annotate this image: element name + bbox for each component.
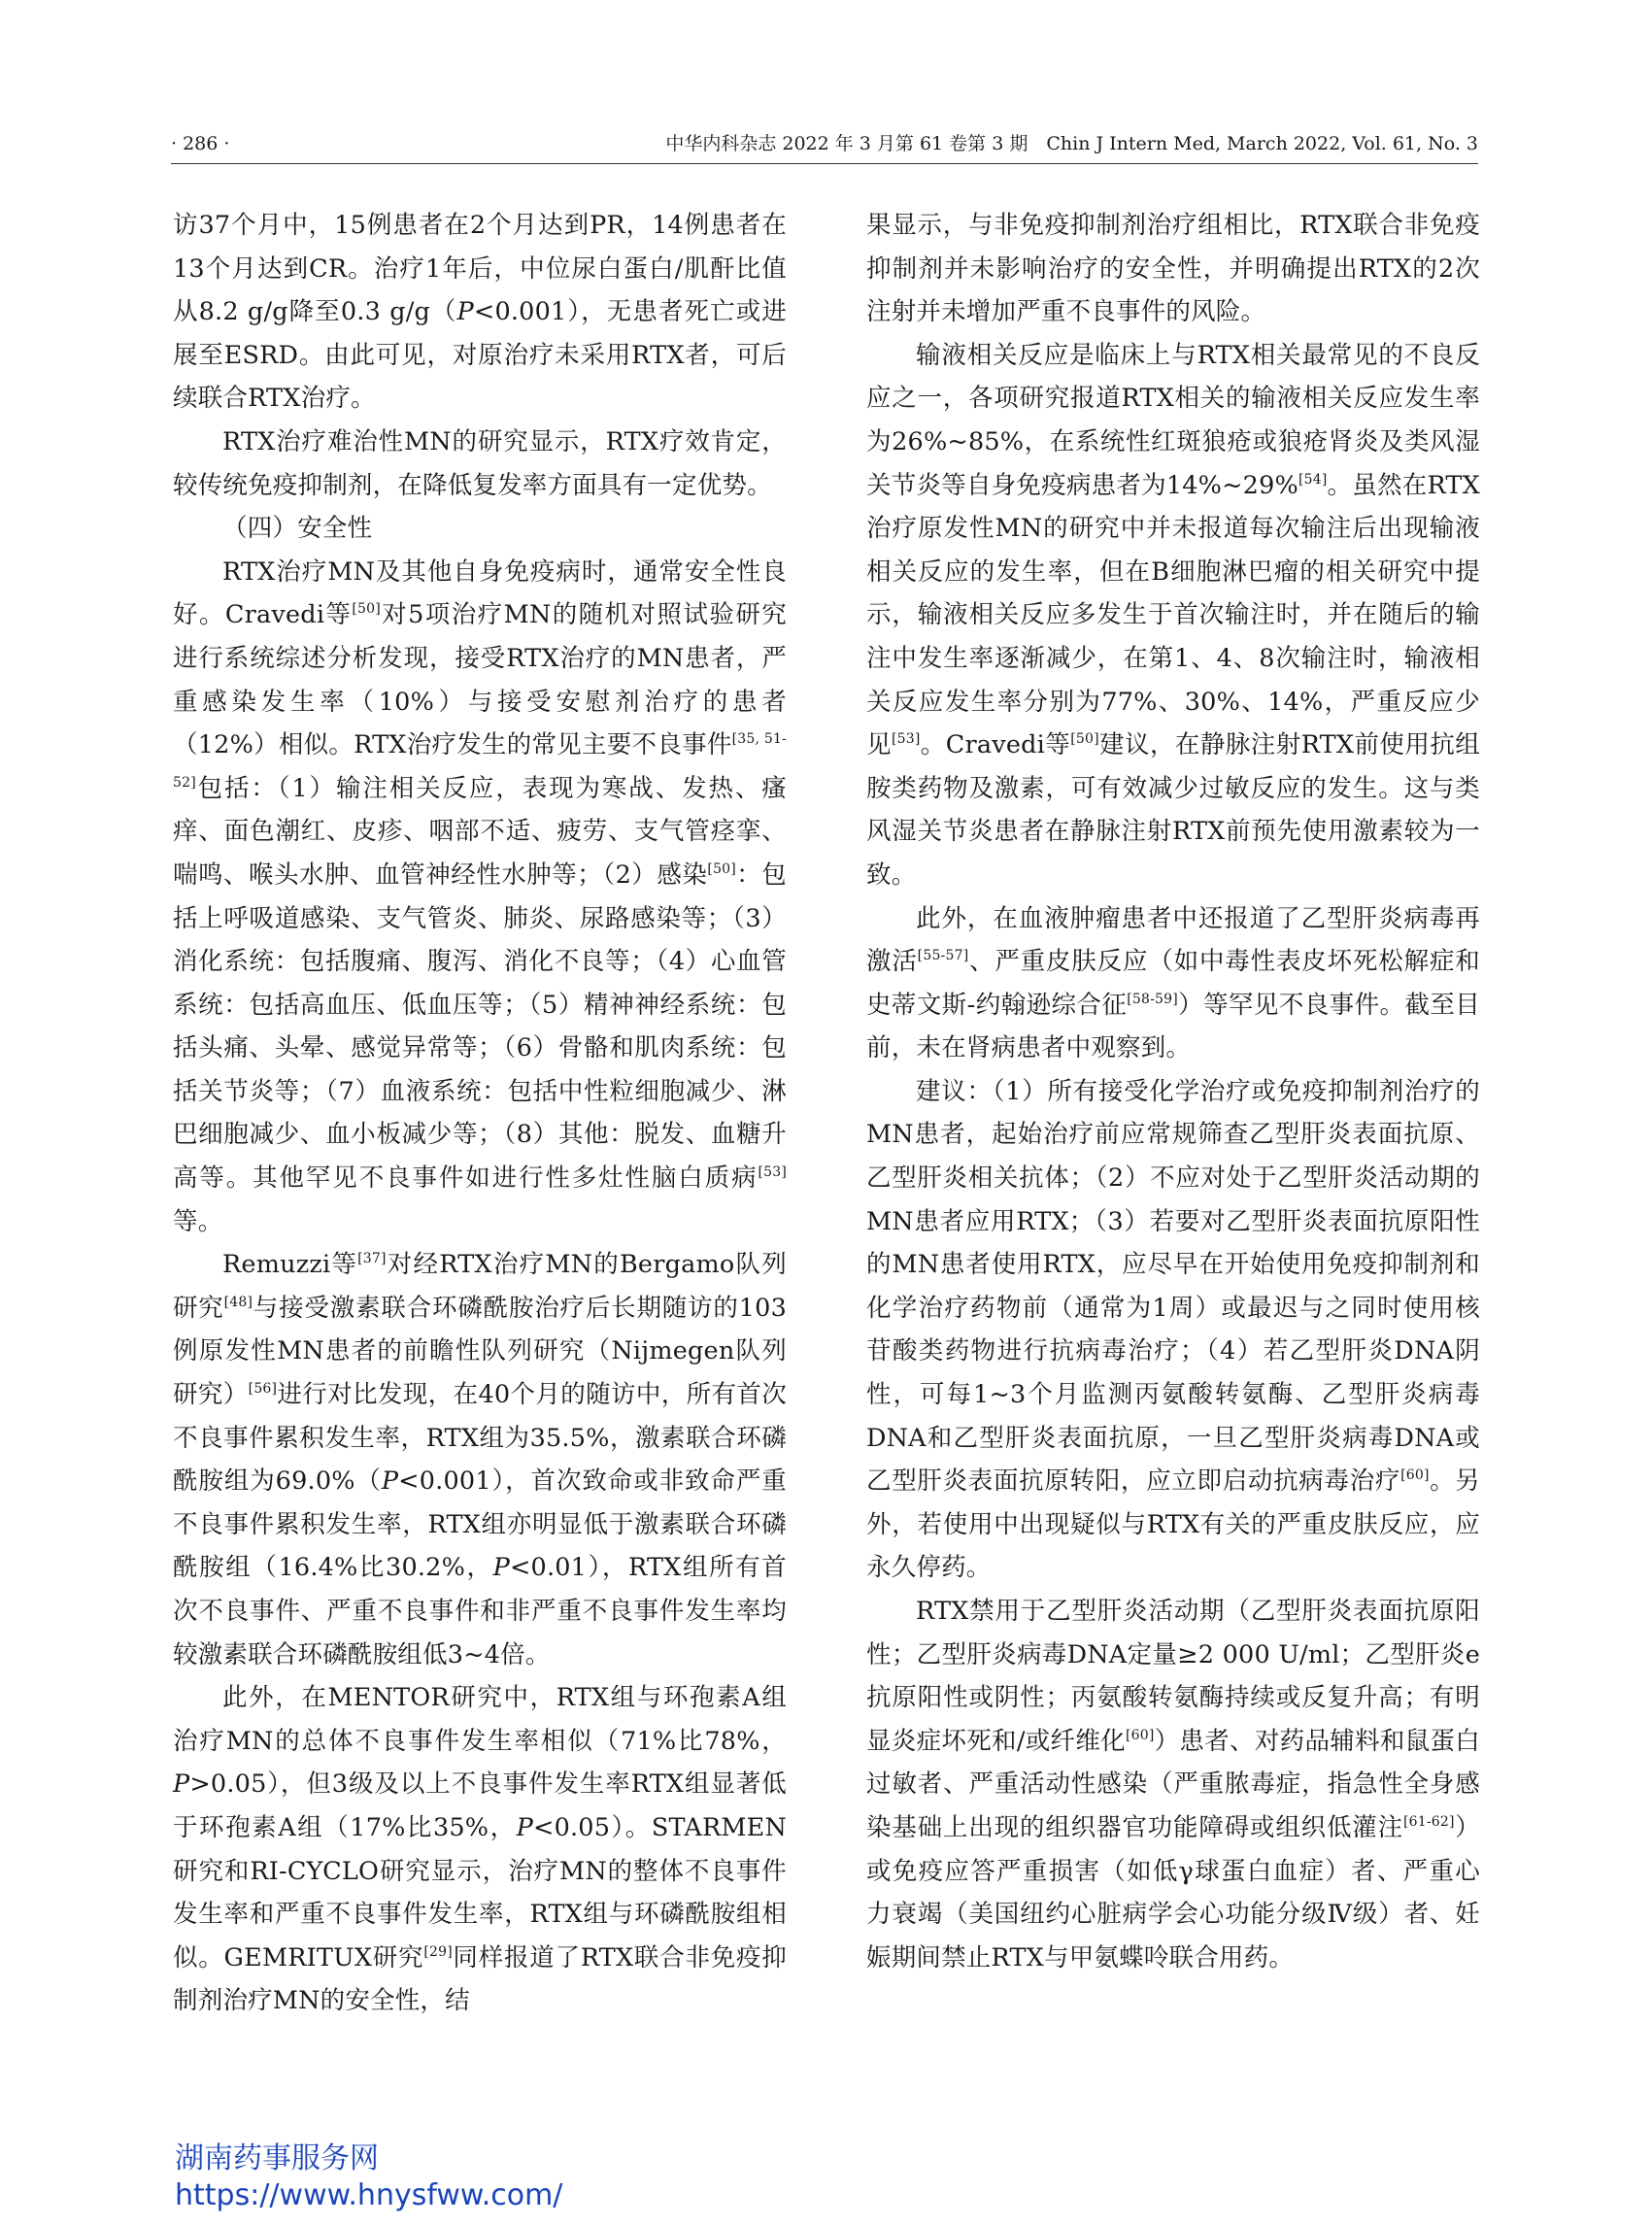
journal-citation: 中华内科杂志 2022 年 3 月第 61 卷第 3 期 Chin J Intern Med, March 2022, Vol. 61, No. 3 [665, 133, 1478, 154]
section-heading: （四）安全性 [222, 514, 373, 544]
watermark [175, 2141, 562, 2214]
citation-superscript: [50] [352, 601, 381, 618]
italic-symbol: P [516, 1812, 533, 1842]
citation-superscript: [50] [707, 860, 736, 877]
citation-superscript: [56] [248, 1381, 278, 1398]
body-paragraph: 输液相关反应是临床上与RTX相关最常见的不良反应之一，各项研究报道RTX相关的输液相关反应发生率为26%~85%，在系统性红斑狼疮或狼疮肾炎及类风湿关节炎等自身免疫病患者为14%~29%[54]。虽然在RTX治疗原发性MN的研究中并未报道每次输注后出现输液相关反应的发生率，但在B细胞淋巴瘤的相关研究中提示，输液相关反应多发生于首次输注时，并在随后的输注中发生率逐渐减少，在第1、4、8次输注时，输液相关反应发生率分别为77%、30%、14%，严重反应少见[53]。Cravedi等[50]建议，在静脉注射RTX前使用抗组胺类药物及激素，可有效减少过敏反应的发生。这与类风湿关节炎患者在静脉注射RTX前预先使用激素较为一致。 [866, 340, 1480, 890]
body-paragraph: 访37个月中，15例患者在2个月达到PR，14例患者在13个月达到CR。治疗1年后，中位尿白蛋白/肌酐比值从8.2 g/g降至0.3 g/g（P<0.001），无患者死亡或进展至ESRD。由此可见，对原治疗未采用RTX者，可后续联合RTX治疗。 [173, 211, 787, 414]
citation-superscript: [29] [423, 1943, 453, 1960]
body-paragraph: 果显示，与非免疫抑制剂治疗组相比，RTX联合非免疫抑制剂并未影响治疗的安全性，并明确提出RTX的2次注射并未增加严重不良事件的风险。 [866, 211, 1480, 327]
watermark-site-name: 湖南药事服务网 [175, 2141, 379, 2175]
italic-symbol: P [173, 1770, 190, 1800]
italic-symbol: P [456, 297, 474, 327]
citation-superscript: [60] [1400, 1467, 1430, 1484]
citation-superscript: [55-57] [917, 948, 969, 964]
body-paragraph: Remuzzi等[37]对经RTX治疗MN的Bergamo队列研究[48]与接受激素联合环磷酰胺治疗后长期随访的103例原发性MN患者的前瞻性队列研究（Nijmegen队列研究）[56]进行对比发现，在40个月的随访中，所有首次不良事件累积发生率，RTX组为35.5%，激素联合环磷酰胺组为69.0%（P<0.001），首次致命或非致命严重不良事件累积发生率，RTX组亦明显低于激素联合环磷酰胺组（16.4%比30.2%，P<0.01），RTX组所有首次不良事件、严重不良事件和非严重不良事件发生率均较激素联合环磷酰胺组低3~4倍。 [173, 1250, 788, 1669]
citation-superscript: [35, 51-52] [173, 731, 787, 791]
citation-superscript: [58-59] [1127, 991, 1178, 1007]
right-column [866, 204, 1480, 1979]
citation-superscript: [53] [891, 731, 921, 748]
italic-symbol: P [381, 1466, 399, 1497]
body-paragraph: RTX治疗MN及其他自身免疫病时，通常安全性良好。Cravedi等[50]对5项治疗MN的随机对照试验研究进行系统综述分析发现，接受RTX治疗的MN患者，严重感染发生率（10%）与接受安慰剂治疗的患者（12%）相似。RTX治疗发生的常见主要不良事件[35, 51-52]包括：（1）输注相关反应，表现为寒战、发热、瘙痒、面色潮红、皮疹、咽部不适、疲劳、支气管痉挛、喘鸣、喉头水肿、血管神经性水肿等；（2）感染[50]：包括上呼吸道感染、支气管炎、肺炎、尿路感染等；（3）消化系统：包括腹痛、腹泻、消化不良等；（4）心血管系统：包括高血压、低血压等；（5）精神神经系统：包括头痛、头晕、感觉异常等；（6）骨骼和肌肉系统：包括关节炎等；（7）血液系统：包括中性粒细胞减少、淋巴细胞减少、血小板减少等；（8）其他：脱发、血糖升高等。其他罕见不良事件如进行性多灶性脑白质病[53]等。 [173, 556, 787, 1236]
citation-superscript: [37] [357, 1251, 387, 1267]
citation-superscript: [61-62] [1402, 1813, 1455, 1830]
citation-superscript: [60] [1125, 1727, 1155, 1743]
citation-superscript: [54] [1298, 471, 1328, 488]
body-paragraph: RTX禁用于乙型肝炎活动期（乙型肝炎表面抗原阳性；乙型肝炎病毒DNA定量≥2 000 U/ml；乙型肝炎e抗原阳性或阴性；丙氨酸转氨酶持续或反复升高；有明显炎症坏死和/或纤维化[60]）患者、对药品辅料和鼠蛋白过敏者、严重活动性感染（严重脓毒症，指急性全身感染基础上出现的组织器官功能障碍或组织低灌注[61-62]）或免疫应答严重损害（如低γ球蛋白血症）者、严重心力衰竭（美国纽约心脏病学会心功能分级Ⅳ级）者、妊娠期间禁止RTX与甲氨蝶呤联合用药。 [866, 1597, 1481, 1972]
citation-superscript: [53] [758, 1164, 787, 1181]
citation-superscript: [48] [223, 1294, 253, 1310]
italic-symbol: P [492, 1553, 510, 1583]
body-paragraph: RTX治疗难治性MN的研究显示，RTX疗效肯定，较传统免疫抑制剂，在降低复发率方面具有一定优势。 [173, 426, 787, 500]
page-number: · 286 · [171, 133, 230, 154]
body-paragraph: 建议：（1）所有接受化学治疗或免疫抑制剂治疗的MN患者，起始治疗前应常规筛查乙型肝炎表面抗原、乙型肝炎相关抗体；（2）不应对处于乙型肝炎活动期的MN患者应用RTX；（3）若要对乙型肝炎表面抗原阳性的MN患者使用RTX，应尽早在开始使用免疫抑制剂和化学治疗药物前（通常为1周）或最迟与之同时使用核苷酸类药物进行抗病毒治疗；（4）若乙型肝炎DNA阴性，可每1~3个月监测丙氨酸转氨酶、乙型肝炎病毒DNA和乙型肝炎表面抗原，一旦乙型肝炎病毒DNA或乙型肝炎表面抗原转阳，应立即启动抗病毒治疗[60]。另外，若使用中出现疑似与RTX有关的严重皮肤反应，应永久停药。 [866, 1076, 1480, 1583]
body-paragraph: 此外，在血液肿瘤患者中还报道了乙型肝炎病毒再激活[55-57]、严重皮肤反应（如中毒性表皮坏死松解症和史蒂文斯-约翰逊综合征[58-59]）等罕见不良事件。截至目前，未在肾病患者中观察到。 [866, 903, 1480, 1063]
body-paragraph: 此外，在MENTOR研究中，RTX组与环孢素A组治疗MN的总体不良事件发生率相似（71%比78%，P>0.05），但3级及以上不良事件发生率RTX组显著低于环孢素A组（17%比35%，P<0.05）。STARMEN研究和RI-CYCLO研究显示，治疗MN的整体不良事件发生率和严重不良事件发生率，RTX组与环磷酰胺组相似。GEMRITUX研究[29]同样报道了RTX联合非免疫抑制剂治疗MN的安全性，结 [173, 1683, 788, 2016]
citation-superscript: [50] [1070, 731, 1099, 748]
watermark-url[interactable]: https://www.hnysfww.com/ [175, 2178, 563, 2212]
left-column [173, 204, 787, 2023]
running-header [171, 124, 1478, 164]
